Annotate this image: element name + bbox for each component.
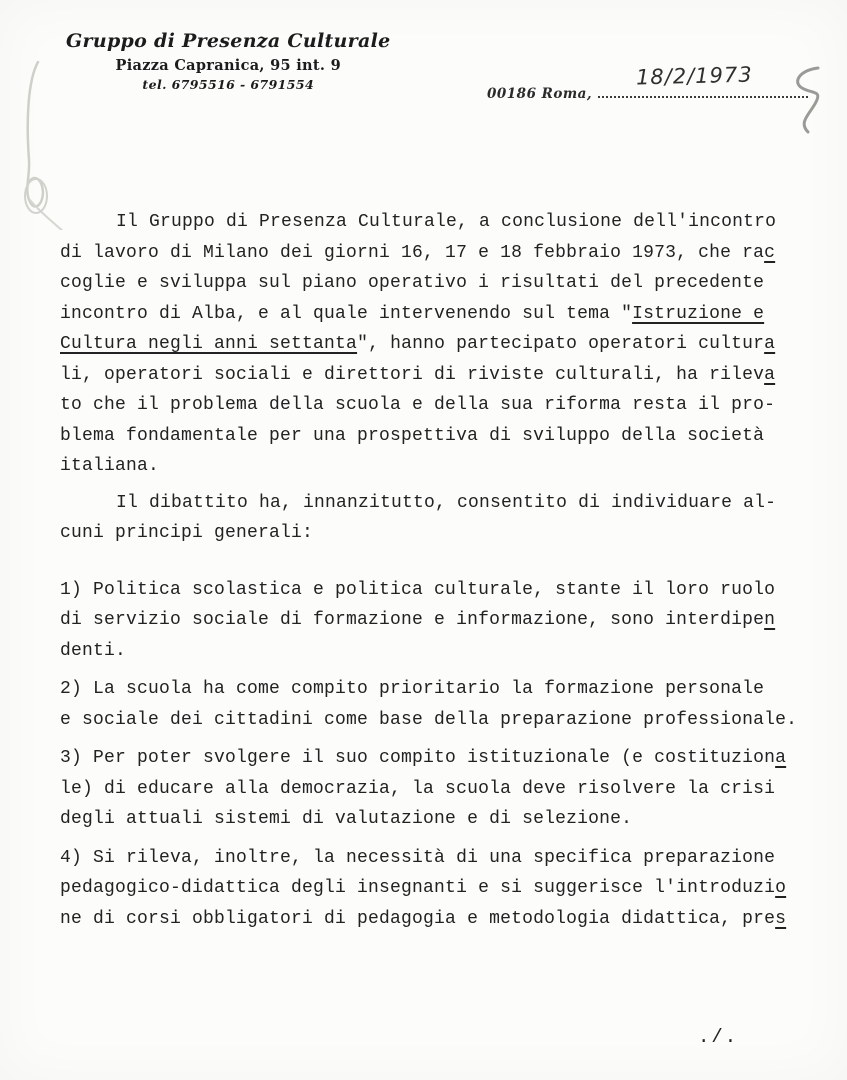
paragraph [60,580,800,672]
text-line: cuni principi generali: [60,523,314,543]
paragraph [60,848,800,940]
text-line: e sociale dei cittadini come base della preparazione professionale. [60,709,798,730]
text-line: degli attuali sistemi di valutazione e di selezione. [60,809,633,829]
paragraph [60,212,800,487]
text-line: pedagogico-didattica degli insegnanti e si suggerisce l'introduzio [60,878,787,898]
text-line: Il Gruppo di Presenza Culturale, a conclusione dell'incontro [116,212,777,232]
handwritten-initial-mark [778,60,838,140]
document-body [60,212,800,939]
text-line: blema fondamentale per una prospettiva di sviluppo della società [60,425,765,446]
text-line: 2) La scuola ha come compito prioritario la formazione personale [60,679,765,699]
text-line: di servizio sociale di formazione e informazione, sono interdipen [60,610,776,630]
text-line: Cultura negli anni settanta", hanno partecipato operatori cultura [60,334,776,354]
continuation-mark: ./. [698,1026,739,1048]
text-line: to che il problema della scuola e della sua riforma resta il pro- [60,395,776,415]
text-line: italiana. [60,456,160,476]
text-line: ne di corsi obbligatori di pedagogia e metodologia didattica, pres [60,908,787,929]
text-line: 3) Per poter svolgere il suo compito istituzionale (e costituziona [60,748,787,768]
text-line: incontro di Alba, e al quale intervenendo sul tema "Istruzione e [60,303,765,324]
text-line: di lavoro di Milano dei giorni 16, 17 e 18 febbraio 1973, che rac [60,242,776,263]
text-line: Il dibattito ha, innanzitutto, consentito di individuare al- [116,492,777,513]
text-line: denti. [60,640,127,661]
letterhead-address: Piazza Capranica, 95 int. 9 [115,57,341,74]
text-line: le) di educare alla democrazia, la scuola deve risolvere la crisi [60,778,776,799]
paragraph [60,493,800,554]
handwritten-date: 18/2/1973 [635,62,754,90]
text-line: 1) Politica scolastica e politica culturale, stante il loro ruolo [60,579,776,600]
text-line: 4) Si rileva, inoltre, la necessità di una specifica preparazione [60,847,776,868]
letterhead-phone: tel. 6795516 - 6791554 [142,77,315,92]
paragraph [60,748,800,840]
text-line: coglie e sviluppa sul piano operativo i risultati del precedente [60,273,765,293]
letterhead-org-name: Gruppo di Presenza Culturale [66,30,391,52]
text-line: li, operatori sociali e direttori di riviste culturali, ha rileva [60,364,776,385]
dateline-dotted-line [598,62,808,98]
dateline [487,62,817,102]
letterhead [66,30,391,92]
dateline-place: 00186 Roma, [487,86,593,102]
paragraph [60,679,800,740]
